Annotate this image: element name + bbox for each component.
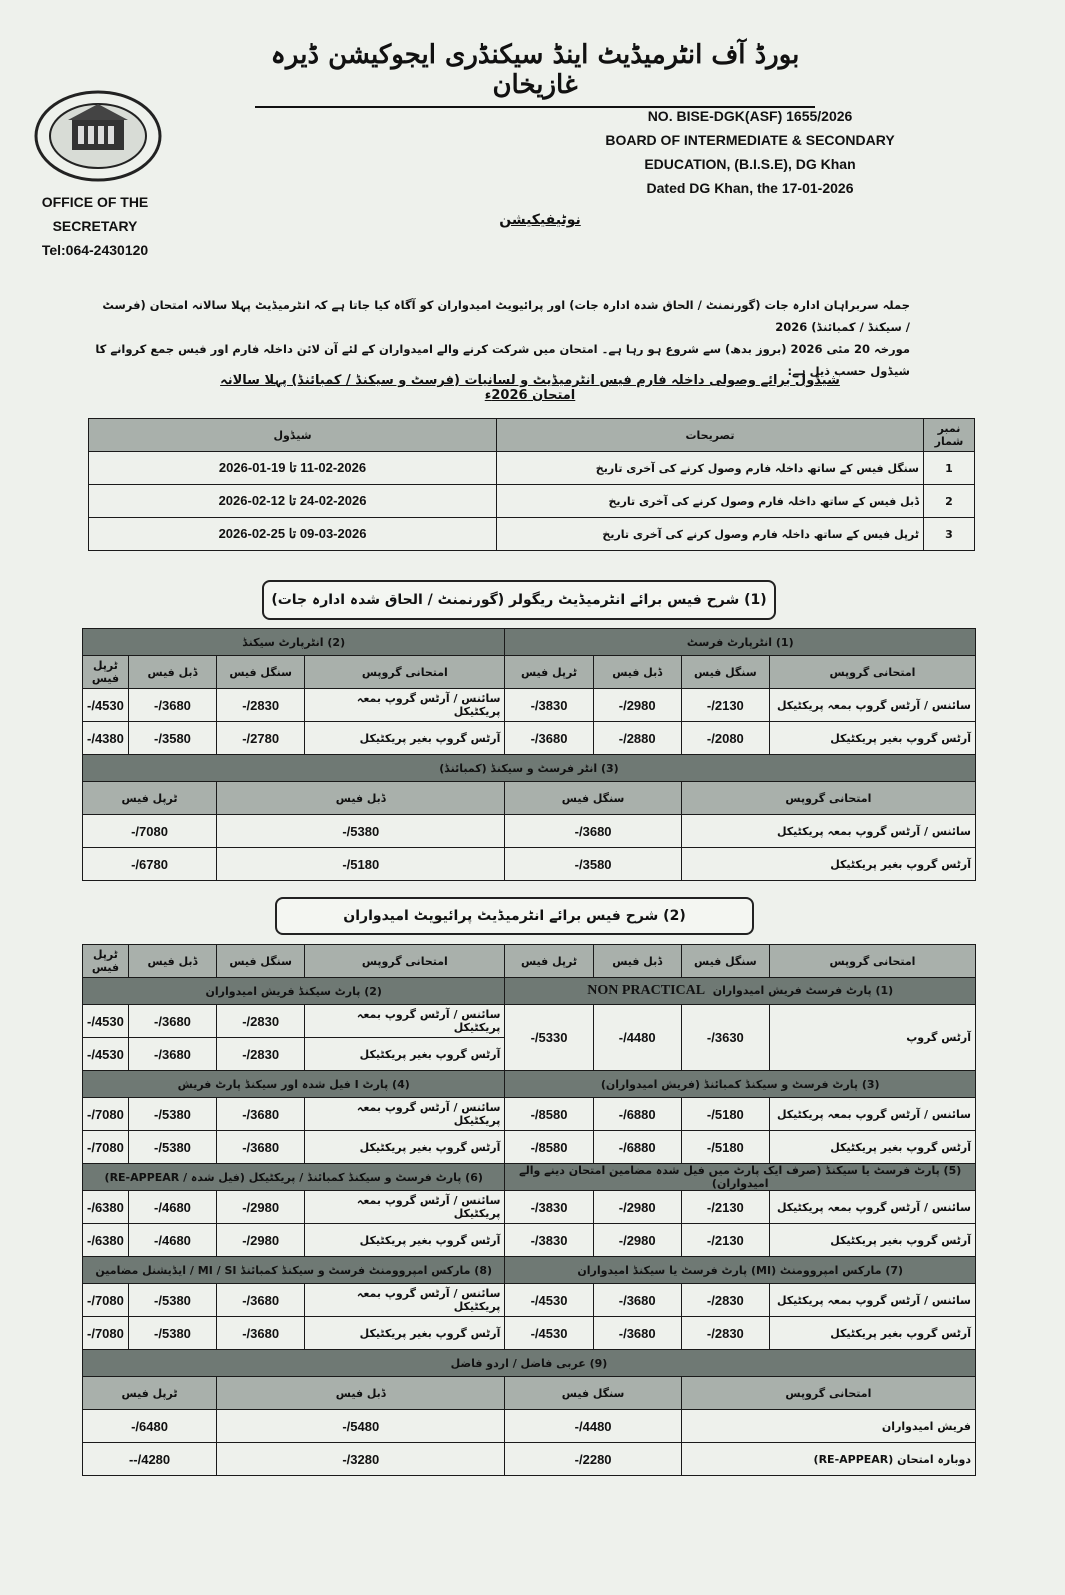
- fee-cell: 2880/-: [593, 722, 681, 755]
- intro-line: جملہ سربراہان ادارہ جات (گورنمنٹ / الحاق شدہ ادارہ جات) اور پرائیویٹ امیدواران کو آگاہ کیا جاتا ہے کہ انٹرمیڈیٹ پہلا سالانہ امتحان (فرسٹ / سیکنڈ / کمبائنڈ) 2026: [102, 298, 910, 334]
- col-header: سنگل فیس: [505, 782, 681, 815]
- fee-cell: 2080/-: [681, 722, 769, 755]
- fee-cell: 6780/-: [83, 848, 217, 881]
- fee-cell: 8580/-: [505, 1131, 593, 1164]
- fee-cell: 5380/-: [128, 1131, 216, 1164]
- col-header: ٹرپل فیس: [83, 945, 129, 978]
- col-header: ٹرپل فیس: [83, 656, 129, 689]
- group-cell: سائنس / آرٹس گروپ بمعہ پریکٹیکل: [305, 1098, 505, 1131]
- section-header: (3) انٹر فرسٹ و سیکنڈ (کمبائنڈ): [83, 755, 976, 782]
- fee-cell: 3680/-: [128, 1038, 216, 1071]
- office-block: [20, 190, 170, 262]
- group-cell: سائنس / آرٹس گروپ بمعہ پریکٹیکل: [769, 1191, 975, 1224]
- office-phone: Tel:064-2430120: [41, 242, 149, 258]
- table-row: [83, 1317, 976, 1350]
- group-cell: سائنس / آرٹس گروپ بمعہ پریکٹیکل: [305, 1005, 505, 1038]
- fee-cell: 2830/-: [217, 1038, 305, 1071]
- board-emblem-icon: [28, 86, 168, 186]
- fee-cell: 2130/-: [681, 1224, 769, 1257]
- group-cell: آرٹس گروپ بغیر پریکٹیکل: [305, 722, 505, 755]
- fee-cell: 3280/-: [217, 1443, 505, 1476]
- col-header: امتحانی گروپس: [681, 782, 975, 815]
- col-header: ڈبل فیس: [593, 656, 681, 689]
- table-row: [83, 815, 976, 848]
- row-desc: سنگل فیس کے ساتھ داخلہ فارم وصول کرنے کی آخری تاریخ: [497, 452, 924, 485]
- table-row: [83, 689, 976, 722]
- group-cell: آرٹس گروپ بغیر پریکٹیکل: [305, 1317, 505, 1350]
- fee-cell: 4530/-: [83, 1038, 129, 1071]
- group-cell: آرٹس گروپ بغیر پریکٹیکل: [769, 1317, 975, 1350]
- row-no: 1: [924, 452, 975, 485]
- ref-board: EDUCATION, (B.I.S.E), DG Khan: [644, 156, 856, 172]
- section-header: (1) انٹرپارٹ فرسٹ: [505, 629, 976, 656]
- table-row: [83, 1284, 976, 1317]
- section-header: (9) عربی فاضل / اردو فاضل: [83, 1350, 976, 1377]
- fee-cell: 2830/-: [681, 1284, 769, 1317]
- group-cell: دوبارہ امتحان (RE-APPEAR): [681, 1443, 975, 1476]
- intro-line: مورخہ 20 مئی 2026 (بروز بدھ) سے شروع ہو رہا ہے۔ امتحان میں شرکت کرنے والے امیدواران کے لئے آن لائن داخلہ فارم اور فیس جمع کروانے کا شیڈول حسب ذیل ہے:: [95, 342, 910, 378]
- fee-cell: 3830/-: [505, 1224, 593, 1257]
- group-cell: سائنس / آرٹس گروپ بمعہ پریکٹیکل: [305, 689, 505, 722]
- group-cell: سائنس / آرٹس گروپ بمعہ پریکٹیکل: [769, 1098, 975, 1131]
- fee-cell: 4280/--: [83, 1443, 217, 1476]
- office-line: OFFICE OF THE: [41, 194, 149, 210]
- ref-number: NO. BISE-DGK(ASF) 1655/2026: [647, 108, 853, 124]
- fee-cell: 3680/-: [593, 1317, 681, 1350]
- fee-cell: 5380/-: [128, 1098, 216, 1131]
- col-header: امتحانی گروپس: [681, 1377, 975, 1410]
- col-header: سنگل فیس: [217, 656, 305, 689]
- table-row: [83, 1443, 976, 1476]
- fee-cell: 3680/-: [505, 815, 681, 848]
- group-cell: آرٹس گروپ بغیر پریکٹیکل: [769, 1131, 975, 1164]
- fee-cell: 3830/-: [505, 1191, 593, 1224]
- col-header: امتحانی گروپس: [769, 945, 975, 978]
- fee-cell: 5480/-: [217, 1410, 505, 1443]
- table-row: [83, 1005, 976, 1038]
- fee-cell: 4380/-: [83, 722, 129, 755]
- intro-paragraph: [95, 294, 910, 382]
- col-header: سنگل فیس: [681, 945, 769, 978]
- fee-cell: 4480/-: [593, 1005, 681, 1071]
- fee-cell: 3580/-: [128, 722, 216, 755]
- regular-fee-table: [82, 628, 976, 881]
- group-cell: آرٹس گروپ: [769, 1005, 975, 1071]
- col-header: سنگل فیس: [505, 1377, 681, 1410]
- board-title: بورڈ آف انٹرمیڈیٹ اینڈ سیکنڈری ایجوکیشن ڈیرہ غازیخان: [255, 40, 815, 108]
- row-schedule: 24-02-2026 تا 12-02-2026: [89, 485, 497, 518]
- fee-cell: 3680/-: [505, 722, 593, 755]
- fee-cell: 3680/-: [217, 1317, 305, 1350]
- col-header: ٹرپل فیس: [505, 656, 593, 689]
- fee-cell: 7080/-: [83, 1317, 129, 1350]
- fee-cell: 3680/-: [593, 1284, 681, 1317]
- fee-cell: 3680/-: [128, 1005, 216, 1038]
- fee-cell: 3680/-: [128, 689, 216, 722]
- fee-cell: 2830/-: [217, 1005, 305, 1038]
- ref-date: Dated DG Khan, the 17-01-2026: [646, 180, 854, 196]
- section-header: (8) مارکس امپروومنٹ فرسٹ و سیکنڈ کمبائنڈ MI / SI / ایڈیشنل مضامین: [83, 1257, 505, 1284]
- fee-cell: 7080/-: [83, 1098, 129, 1131]
- col-header: امتحانی گروپس: [769, 656, 975, 689]
- section-note: NON PRACTICAL: [587, 983, 706, 998]
- section-header: (7) مارکس امپروومنٹ (MI) پارٹ فرسٹ یا سیکنڈ امیدواران: [505, 1257, 976, 1284]
- fee-cell: 4480/-: [505, 1410, 681, 1443]
- fee-cell: 3630/-: [681, 1005, 769, 1071]
- section-header: (2) پارٹ سیکنڈ فریش امیدواران: [83, 978, 505, 1005]
- fee-cell: 6380/-: [83, 1224, 129, 1257]
- fee-cell: 4680/-: [128, 1191, 216, 1224]
- section-header: (3) پارٹ فرسٹ و سیکنڈ کمبائنڈ (فریش امیدواران): [505, 1071, 976, 1098]
- fee-cell: 5180/-: [681, 1098, 769, 1131]
- group-cell: آرٹس گروپ بغیر پریکٹیکل: [305, 1131, 505, 1164]
- table-row: [83, 722, 976, 755]
- reference-block: [580, 104, 920, 200]
- regular-fee-heading: (1) شرح فیس برائے انٹرمیڈیٹ ریگولر (گورنمنٹ / الحاق شدہ ادارہ جات): [262, 580, 776, 620]
- col-header: تصریحات: [497, 419, 924, 452]
- col-header: ڈبل فیس: [217, 782, 505, 815]
- fee-cell: 4530/-: [505, 1317, 593, 1350]
- col-header: ٹرپل فیس: [505, 945, 593, 978]
- fee-cell: 3580/-: [505, 848, 681, 881]
- fee-cell: 7080/-: [83, 1284, 129, 1317]
- col-header: ٹرپل فیس: [83, 1377, 217, 1410]
- group-cell: آرٹس گروپ بغیر پریکٹیکل: [305, 1224, 505, 1257]
- group-cell: سائنس / آرٹس گروپ بمعہ پریکٹیکل: [681, 815, 975, 848]
- fee-cell: 5380/-: [128, 1284, 216, 1317]
- fee-cell: 2830/-: [217, 689, 305, 722]
- fee-cell: 3680/-: [217, 1131, 305, 1164]
- section-header: (4) پارٹ I فیل شدہ اور سیکنڈ پارٹ فریش: [83, 1071, 505, 1098]
- row-schedule: 11-02-2026 تا 19-01-2026: [89, 452, 497, 485]
- row-no: 2: [924, 485, 975, 518]
- table-row: [83, 1224, 976, 1257]
- section-header: [505, 978, 976, 1005]
- section-header: (5) پارٹ فرسٹ یا سیکنڈ (صرف ایک پارٹ میں فیل شدہ مضامین امتحان دینے والے امیدواران): [505, 1164, 976, 1191]
- col-header: امتحانی گروپس: [305, 945, 505, 978]
- ref-board: BOARD OF INTERMEDIATE & SECONDARY: [605, 132, 895, 148]
- private-fee-table: [82, 944, 976, 1476]
- fee-cell: 6880/-: [593, 1098, 681, 1131]
- fee-cell: 3830/-: [505, 689, 593, 722]
- fee-cell: 6480/-: [83, 1410, 217, 1443]
- col-header: سنگل فیس: [681, 656, 769, 689]
- fee-cell: 3680/-: [217, 1098, 305, 1131]
- fee-cell: 5180/-: [217, 848, 505, 881]
- fee-cell: 2980/-: [593, 1191, 681, 1224]
- col-header: ٹرپل فیس: [83, 782, 217, 815]
- private-fee-heading: (2) شرح فیس برائے انٹرمیڈیٹ پرائیویٹ امیدواران: [275, 897, 754, 935]
- fee-cell: 5380/-: [128, 1317, 216, 1350]
- section-title: (1) پارٹ فرسٹ فریش امیدواران: [712, 984, 894, 997]
- table-row: [83, 1410, 976, 1443]
- table-row: [83, 1131, 976, 1164]
- col-header: امتحانی گروپس: [305, 656, 505, 689]
- col-header: شیڈول: [89, 419, 497, 452]
- fee-cell: 7080/-: [83, 815, 217, 848]
- group-cell: آرٹس گروپ بغیر پریکٹیکل: [769, 1224, 975, 1257]
- fee-cell: 4680/-: [128, 1224, 216, 1257]
- fee-cell: 5180/-: [681, 1131, 769, 1164]
- col-header: نمبر شمار: [924, 419, 975, 452]
- row-schedule: 09-03-2026 تا 25-02-2026: [89, 518, 497, 551]
- fee-cell: 2980/-: [593, 689, 681, 722]
- group-cell: سائنس / آرٹس گروپ بمعہ پریکٹیکل: [769, 689, 975, 722]
- fee-cell: 5330/-: [505, 1005, 593, 1071]
- table-row: [83, 1191, 976, 1224]
- schedule-table: [88, 418, 975, 551]
- fee-cell: 2980/-: [217, 1224, 305, 1257]
- fee-cell: 2780/-: [217, 722, 305, 755]
- fee-cell: 2130/-: [681, 689, 769, 722]
- fee-cell: 4530/-: [505, 1284, 593, 1317]
- col-header: ڈبل فیس: [593, 945, 681, 978]
- group-cell: سائنس / آرٹس گروپ بمعہ پریکٹیکل: [769, 1284, 975, 1317]
- section-header: (2) انٹرپارٹ سیکنڈ: [83, 629, 505, 656]
- office-line: SECRETARY: [52, 218, 138, 234]
- group-cell: سائنس / آرٹس گروپ بمعہ پریکٹیکل: [305, 1284, 505, 1317]
- group-cell: آرٹس گروپ بغیر پریکٹیکل: [681, 848, 975, 881]
- fee-cell: 8580/-: [505, 1098, 593, 1131]
- group-cell: آرٹس گروپ بغیر پریکٹیکل: [305, 1038, 505, 1071]
- fee-cell: 6880/-: [593, 1131, 681, 1164]
- fee-cell: 2130/-: [681, 1191, 769, 1224]
- fee-cell: 4530/-: [83, 689, 129, 722]
- section-header: (6) پارٹ فرسٹ و سیکنڈ کمبائنڈ / پریکٹیکل (فیل شدہ / RE-APPEAR): [83, 1164, 505, 1191]
- group-cell: فریش امیدواران: [681, 1410, 975, 1443]
- fee-cell: 2830/-: [681, 1317, 769, 1350]
- fee-cell: 7080/-: [83, 1131, 129, 1164]
- row-desc: ٹرپل فیس کے ساتھ داخلہ فارم وصول کرنے کی آخری تاریخ: [497, 518, 924, 551]
- col-header: ڈبل فیس: [217, 1377, 505, 1410]
- fee-cell: 4530/-: [83, 1005, 129, 1038]
- group-cell: سائنس / آرٹس گروپ بمعہ پریکٹیکل: [305, 1191, 505, 1224]
- fee-cell: 3680/-: [217, 1284, 305, 1317]
- col-header: سنگل فیس: [217, 945, 305, 978]
- col-header: ڈبل فیس: [128, 656, 216, 689]
- fee-cell: 6380/-: [83, 1191, 129, 1224]
- notification-heading: نوٹیفیکیشن: [499, 212, 581, 228]
- fee-cell: 2280/-: [505, 1443, 681, 1476]
- schedule-heading: شیڈول برائے وصولی داخلہ فارم فیس انٹرمیڈیٹ و لسانیات (فرسٹ و سیکنڈ / کمبائنڈ) پہلا سالانہ امتحان 2026ء: [220, 373, 840, 403]
- group-cell: آرٹس گروپ بغیر پریکٹیکل: [769, 722, 975, 755]
- table-row: [83, 1098, 976, 1131]
- col-header: ڈبل فیس: [128, 945, 216, 978]
- row-desc: ڈبل فیس کے ساتھ داخلہ فارم وصول کرنے کی آخری تاریخ: [497, 485, 924, 518]
- fee-cell: 5380/-: [217, 815, 505, 848]
- row-no: 3: [924, 518, 975, 551]
- fee-cell: 2980/-: [217, 1191, 305, 1224]
- table-row: [83, 848, 976, 881]
- fee-cell: 2980/-: [593, 1224, 681, 1257]
